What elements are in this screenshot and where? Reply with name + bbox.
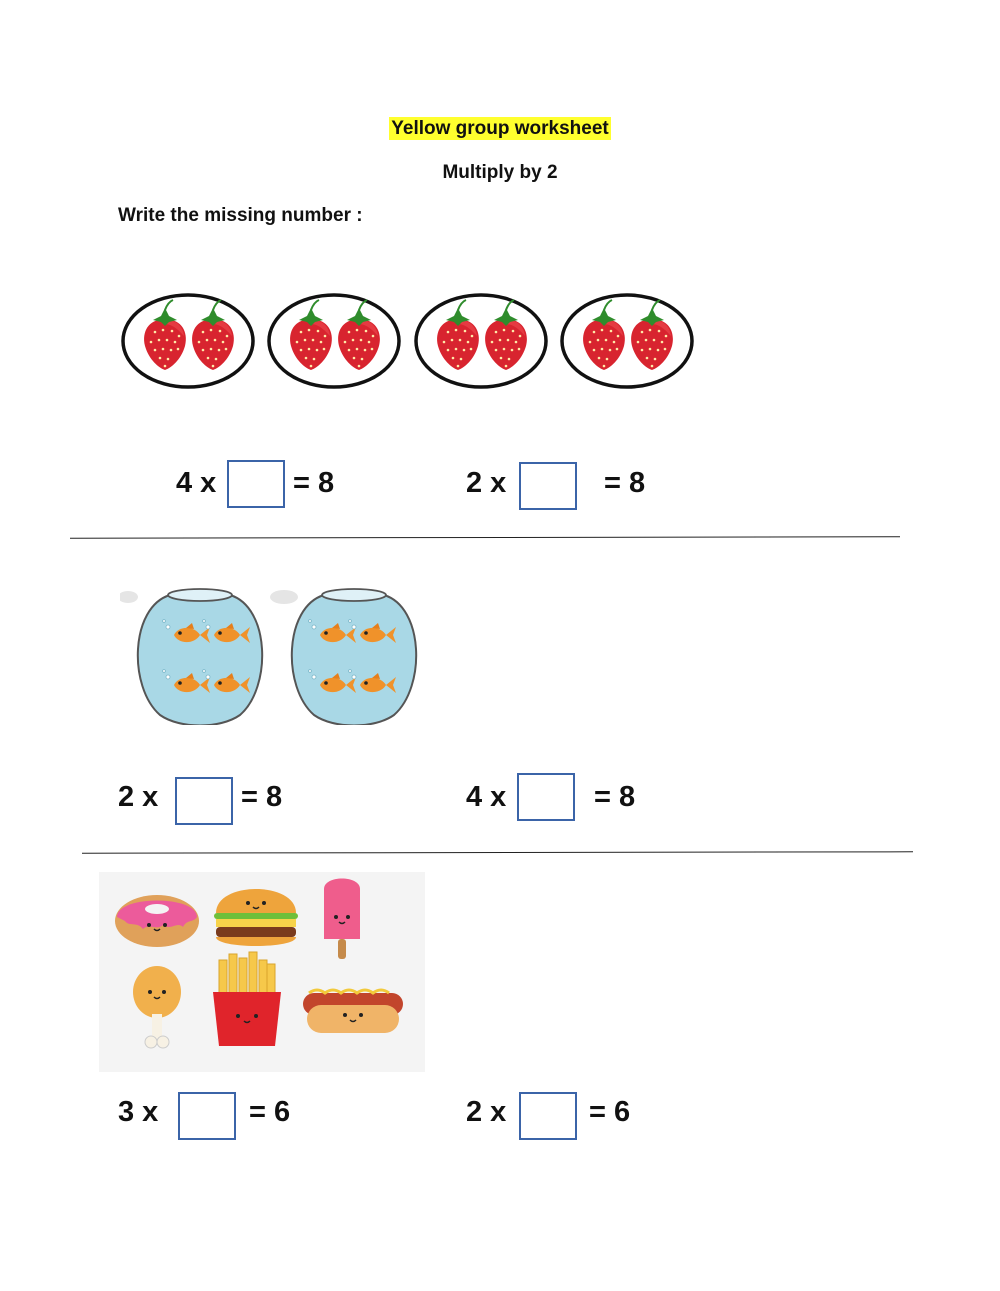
worksheet-subtitle: Multiply by 2 (442, 162, 558, 183)
equation-3a-right: = 6 (249, 1096, 291, 1128)
donut-icon (115, 895, 199, 947)
plate (562, 295, 692, 387)
answer-box-3a[interactable] (178, 1092, 236, 1140)
section-divider (82, 851, 913, 853)
section-divider (70, 536, 900, 538)
answer-box-2a[interactable] (175, 777, 233, 825)
answer-box-1a[interactable] (227, 460, 285, 508)
hotdog-icon (303, 990, 403, 1033)
equation-1a-right: = 8 (293, 467, 335, 499)
plate (416, 295, 546, 387)
equation-1b-right: = 8 (604, 467, 646, 499)
equation-2b-left: 4 x (466, 781, 507, 813)
fries-icon (213, 952, 281, 1046)
equation-2b-right: = 8 (594, 781, 636, 813)
equation-2a-left: 2 x (118, 781, 159, 813)
worksheet-title (0, 118, 1000, 140)
equation-3b-right: = 6 (589, 1096, 631, 1128)
equation-1b-left: 2 x (466, 467, 507, 499)
burger-icon (214, 889, 298, 946)
strawberry-plates-illustration (115, 288, 705, 398)
foods-illustration (99, 872, 425, 1072)
answer-box-1b[interactable] (519, 462, 577, 510)
equation-3a-left: 3 x (118, 1096, 159, 1128)
fishbowl (138, 589, 262, 725)
plate (269, 295, 399, 387)
fishbowl (292, 589, 416, 725)
equation-2a-right: = 8 (241, 781, 283, 813)
equation-3b-left: 2 x (466, 1096, 507, 1128)
worksheet-title-text: Yellow group worksheet (391, 118, 609, 139)
answer-box-3b[interactable] (519, 1092, 577, 1140)
equation-1a-left: 4 x (176, 467, 217, 499)
instruction-text: Write the missing number : (118, 205, 363, 226)
fishbowls-illustration (120, 585, 430, 725)
answer-box-2b[interactable] (517, 773, 575, 821)
plate (123, 295, 253, 387)
